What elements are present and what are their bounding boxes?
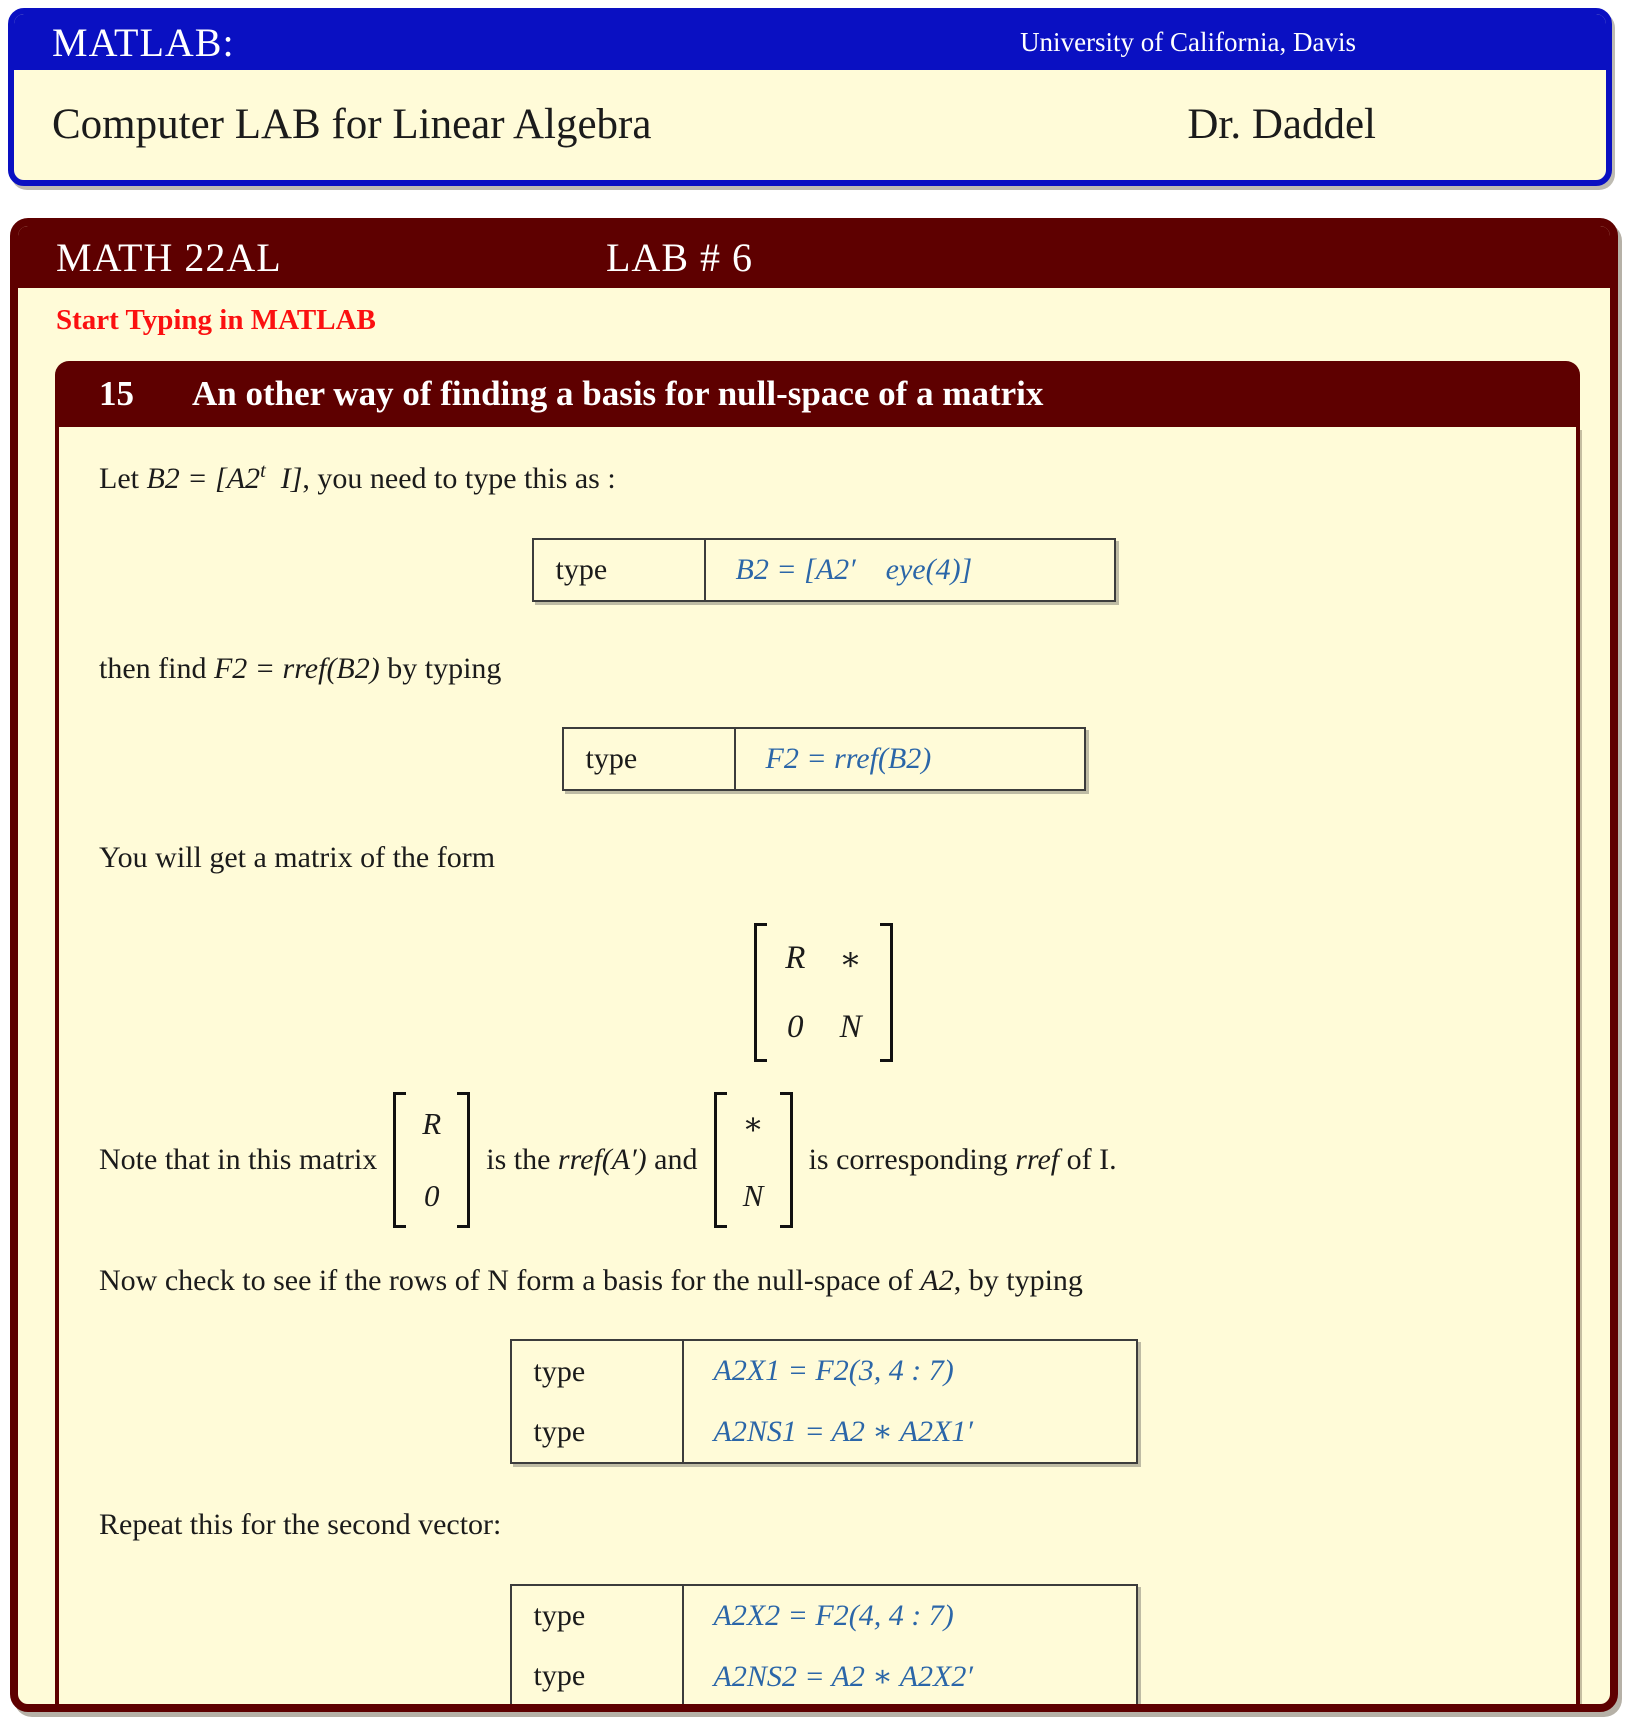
matrix-bracket-left <box>754 923 767 1062</box>
matrix-entries <box>767 923 880 1062</box>
math-run: F2 = rref(B2) <box>213 651 380 685</box>
course-code: MATH 22AL <box>56 234 282 280</box>
matlab-command: F2 = rref(B2) <box>765 742 932 775</box>
paragraph-matrix-form: You will get a matrix of the form <box>99 841 496 874</box>
vector-entry: R <box>422 1105 442 1141</box>
note-line <box>99 1092 1548 1228</box>
matrix-bracket-left <box>393 1092 406 1228</box>
title-card <box>8 8 1612 186</box>
block-matrix <box>754 923 893 1062</box>
block-matrix-display <box>99 923 1548 1062</box>
text-run: Now check to see if the rows of N form a basis for the null-space of <box>99 1263 921 1297</box>
text-run: , by typing <box>953 1263 1083 1297</box>
type-command-box-4 <box>510 1584 1138 1709</box>
lab-header-band <box>18 226 1610 288</box>
course-title: Computer LAB for Linear Algebra <box>52 100 652 148</box>
text-run: then find <box>99 651 214 685</box>
instructor-name: Dr. Daddel <box>1187 100 1376 148</box>
type-label: type <box>533 1354 586 1388</box>
paragraph-now-check <box>99 1262 1548 1300</box>
vector-entry: ∗ <box>742 1105 764 1141</box>
math-run: A2 <box>920 1263 954 1297</box>
text-run <box>486 1143 697 1177</box>
section-title: An other way of finding a basis for null-space of a matrix <box>192 374 1044 413</box>
title-card-blue-band <box>14 14 1606 70</box>
matrix-bracket-left <box>714 1092 727 1228</box>
type-label: type <box>533 1414 586 1448</box>
matrix-bracket-right <box>457 1092 470 1228</box>
vector-entry: 0 <box>424 1177 440 1213</box>
type-label: type <box>533 1599 586 1632</box>
command-cell <box>736 729 1084 789</box>
math-run: rref(A′) <box>557 1142 647 1176</box>
matrix-entry: ∗ <box>839 941 862 978</box>
matlab-command: A2NS1 = A2 ∗ A2X1′ <box>713 1415 973 1448</box>
command-cell <box>684 1341 1136 1462</box>
text-run: is corresponding <box>808 1142 1016 1176</box>
matlab-command: A2NS2 = A2 ∗ A2X2′ <box>713 1659 973 1693</box>
university-name: University of California, Davis <box>1020 26 1356 57</box>
section-body <box>55 427 1580 1712</box>
type-label-cell <box>512 1586 684 1707</box>
type-label-cell <box>564 729 736 789</box>
start-typing-note: Start Typing in MATLAB <box>56 304 376 336</box>
column-vector-starN <box>714 1092 793 1228</box>
matrix-bracket-right <box>780 1092 793 1228</box>
section-number: 15 <box>99 374 134 413</box>
type-label: type <box>555 552 608 586</box>
math-run: I] <box>265 462 303 495</box>
matlab-command: A2X1 = F2(3, 4 : 7) <box>713 1354 954 1387</box>
matrix-bracket-right <box>880 923 893 1062</box>
matlab-command: A2X2 = F2(4, 4 : 7) <box>713 1598 954 1632</box>
type-label: type <box>533 1659 586 1692</box>
type-label-cell <box>534 540 706 600</box>
math-run: B2 = [A2 <box>146 462 261 495</box>
text-run: Let <box>99 462 147 495</box>
app-title: MATLAB: <box>52 19 235 65</box>
matrix-entry: R <box>785 940 806 976</box>
lab-number: LAB # 6 <box>606 234 753 280</box>
matrix-entry: N <box>839 1008 862 1045</box>
paragraph-intro <box>99 459 1548 498</box>
paragraph-then-find <box>99 650 1548 688</box>
text-run: Note that in this matrix <box>99 1142 378 1176</box>
math-run: rref <box>1015 1142 1060 1176</box>
command-cell <box>684 1586 1136 1707</box>
type-command-box-1 <box>532 538 1116 602</box>
matrix-entry: 0 <box>787 1008 804 1045</box>
paragraph-repeat: Repeat this for the second vector: <box>99 1508 502 1541</box>
type-label: type <box>585 742 638 775</box>
type-label-cell <box>512 1341 684 1462</box>
title-card-subtitle-row <box>14 70 1606 186</box>
section-card <box>55 361 1580 1712</box>
type-command-box-2 <box>562 727 1086 791</box>
column-vector-R0 <box>393 1092 470 1228</box>
text-run: by typing <box>379 651 502 685</box>
vector-entries <box>406 1092 457 1228</box>
type-command-box-3 <box>510 1339 1138 1464</box>
lab-card <box>10 218 1618 1712</box>
text-run: and <box>646 1142 698 1176</box>
superscript-t: t <box>260 460 266 482</box>
command-cell <box>706 540 1114 600</box>
text-run: of I. <box>1059 1142 1117 1176</box>
text-run: , you need to type this as : <box>302 462 616 495</box>
vector-entries <box>727 1092 780 1228</box>
matlab-command: B2 = [A2′ eye(4)] <box>735 552 973 586</box>
vector-entry: N <box>742 1177 764 1213</box>
section-header <box>55 361 1580 427</box>
text-run: is the <box>486 1142 558 1176</box>
text-run <box>809 1143 1117 1177</box>
